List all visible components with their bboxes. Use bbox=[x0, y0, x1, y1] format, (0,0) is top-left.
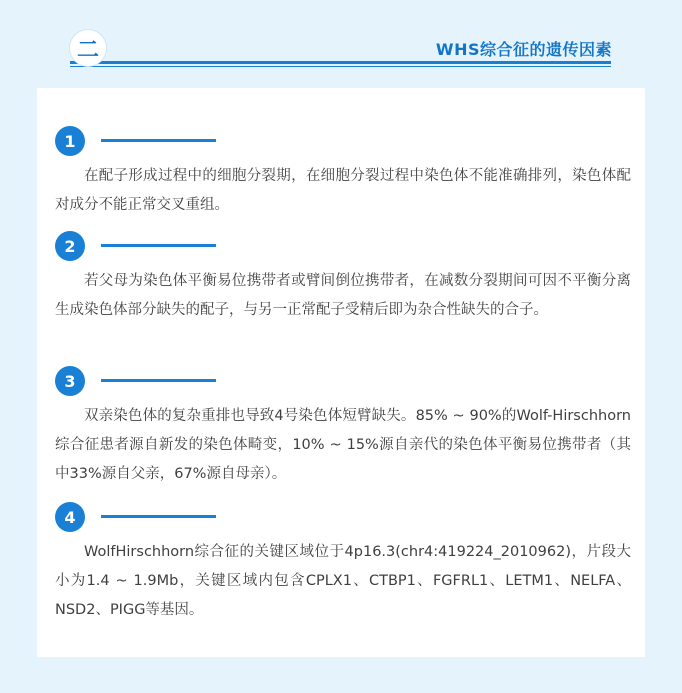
item-1-heading bbox=[55, 126, 255, 156]
section-header bbox=[0, 0, 682, 80]
item-underline bbox=[101, 515, 216, 518]
item-number-badge: 3 bbox=[55, 366, 85, 396]
item-number-badge: 4 bbox=[55, 502, 85, 532]
item-4-text: WolfHirschhorn综合征的关键区域位于4p16.3(chr4:419224_2010962)，片段大小为1.4 ~ 1.9Mb，关键区域内包含CPLX1、CTBP1、FGFRL1、LETM1、NELFA、NSD2、PIGG等基因。 bbox=[55, 544, 631, 618]
item-underline bbox=[101, 244, 216, 247]
item-2-text: 若父母为染色体平衡易位携带者或臂间倒位携带者，在减数分裂期间可因不平衡分离生成染色体部分缺失的配子，与另一正常配子受精后即为杂合性缺失的合子。 bbox=[55, 273, 631, 318]
section-title: WHS综合征的遗传因素 bbox=[435, 40, 612, 59]
item-3-text: 双亲染色体的复杂重排也导致4号染色体短臂缺失。85% ~ 90%的Wolf-Hirschhorn综合征患者源自新发的染色体畸变，10% ~ 15%源自亲代的染色体平衡易位携带者（其中33%源自父亲，67%源自母亲）。 bbox=[55, 408, 631, 482]
section-number-badge: 二 bbox=[70, 30, 106, 66]
item-3-heading bbox=[55, 366, 255, 396]
item-1-text: 在配子形成过程中的细胞分裂期，在细胞分裂过程中染色体不能准确排列，染色体配对成分不能正常交叉重组。 bbox=[55, 168, 631, 213]
item-number-badge: 1 bbox=[55, 126, 85, 156]
item-underline bbox=[101, 139, 216, 142]
header-divider-thin bbox=[70, 66, 611, 67]
header-divider-thick bbox=[70, 61, 611, 64]
item-4-heading bbox=[55, 502, 255, 532]
content-card bbox=[37, 88, 645, 657]
item-2-heading bbox=[55, 231, 255, 261]
item-number-badge: 2 bbox=[55, 231, 85, 261]
item-underline bbox=[101, 379, 216, 382]
